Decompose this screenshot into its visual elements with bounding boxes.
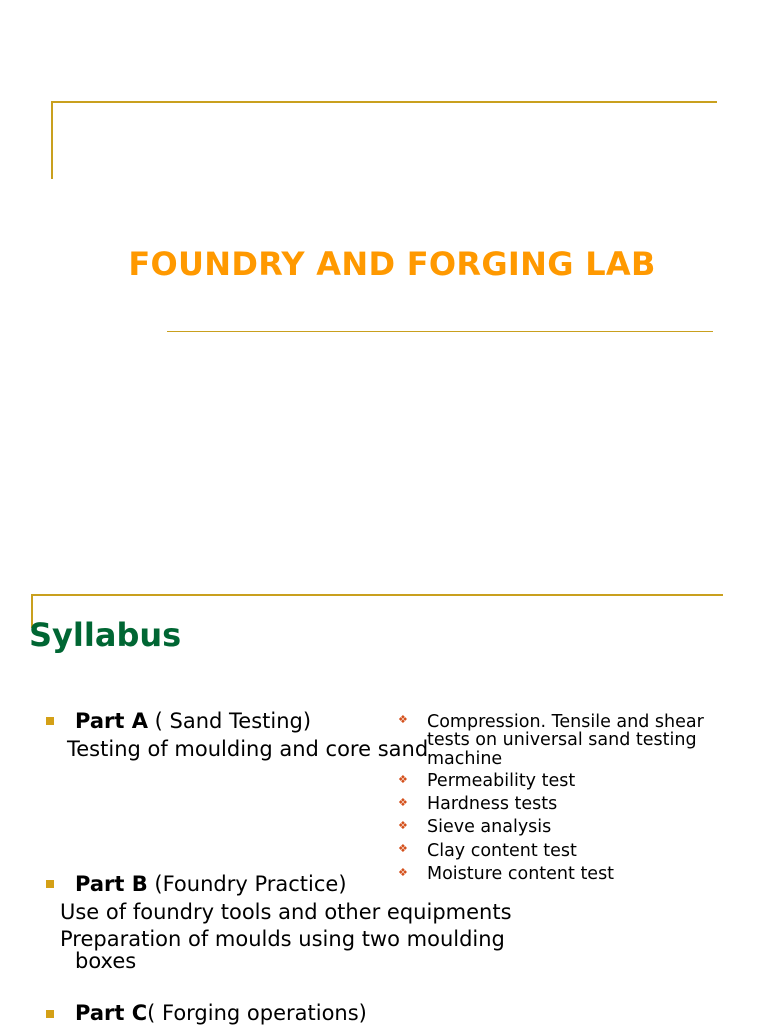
diamond-bullet-icon: ❖ <box>398 796 408 809</box>
part-a-subtitle: ( Sand Testing) <box>147 709 312 733</box>
part-c-subtitle: ( Forging operations) <box>147 1001 367 1025</box>
part-b-line-3: boxes <box>75 949 137 973</box>
part-b-subtitle: (Foundry Practice) <box>147 872 347 896</box>
part-a-heading <box>75 709 311 733</box>
part-c-heading <box>75 1001 367 1025</box>
test-item-compression-3: machine <box>427 749 503 769</box>
part-b-heading <box>75 872 347 896</box>
part-b-label: Part B <box>75 872 148 896</box>
slide1-title-underline <box>167 331 713 332</box>
part-a-label: Part A <box>75 709 148 733</box>
diamond-bullet-icon: ❖ <box>398 866 408 879</box>
test-item-clay: Clay content test <box>427 841 577 861</box>
test-item-permeability: Permeability test <box>427 771 576 791</box>
part-c-label: Part C <box>75 1001 148 1025</box>
part-b-line-2: Preparation of moulds using two moulding <box>60 927 505 951</box>
slide1-title: FOUNDRY AND FORGING LAB <box>128 245 656 283</box>
test-item-moisture: Moisture content test <box>427 864 615 884</box>
square-bullet-icon <box>46 717 54 725</box>
part-a-line: Testing of moulding and core sand <box>67 737 429 761</box>
test-item-compression-1: Compression. Tensile and shear <box>427 712 704 732</box>
test-item-hardness: Hardness tests <box>427 794 558 814</box>
square-bullet-icon <box>46 1010 54 1018</box>
diamond-bullet-icon: ❖ <box>398 819 408 832</box>
test-item-compression-2: tests on universal sand testing <box>427 730 697 750</box>
part-b-line-1: Use of foundry tools and other equipments <box>60 900 512 924</box>
diamond-bullet-icon: ❖ <box>398 713 408 726</box>
slide2-title: Syllabus <box>29 616 182 654</box>
slide1-top-rule <box>51 101 717 103</box>
diamond-bullet-icon: ❖ <box>398 842 408 855</box>
square-bullet-icon <box>46 880 54 888</box>
test-item-sieve: Sieve analysis <box>427 817 552 837</box>
slide2-top-rule <box>31 594 723 596</box>
slide1-left-rule <box>51 101 53 179</box>
diamond-bullet-icon: ❖ <box>398 773 408 786</box>
